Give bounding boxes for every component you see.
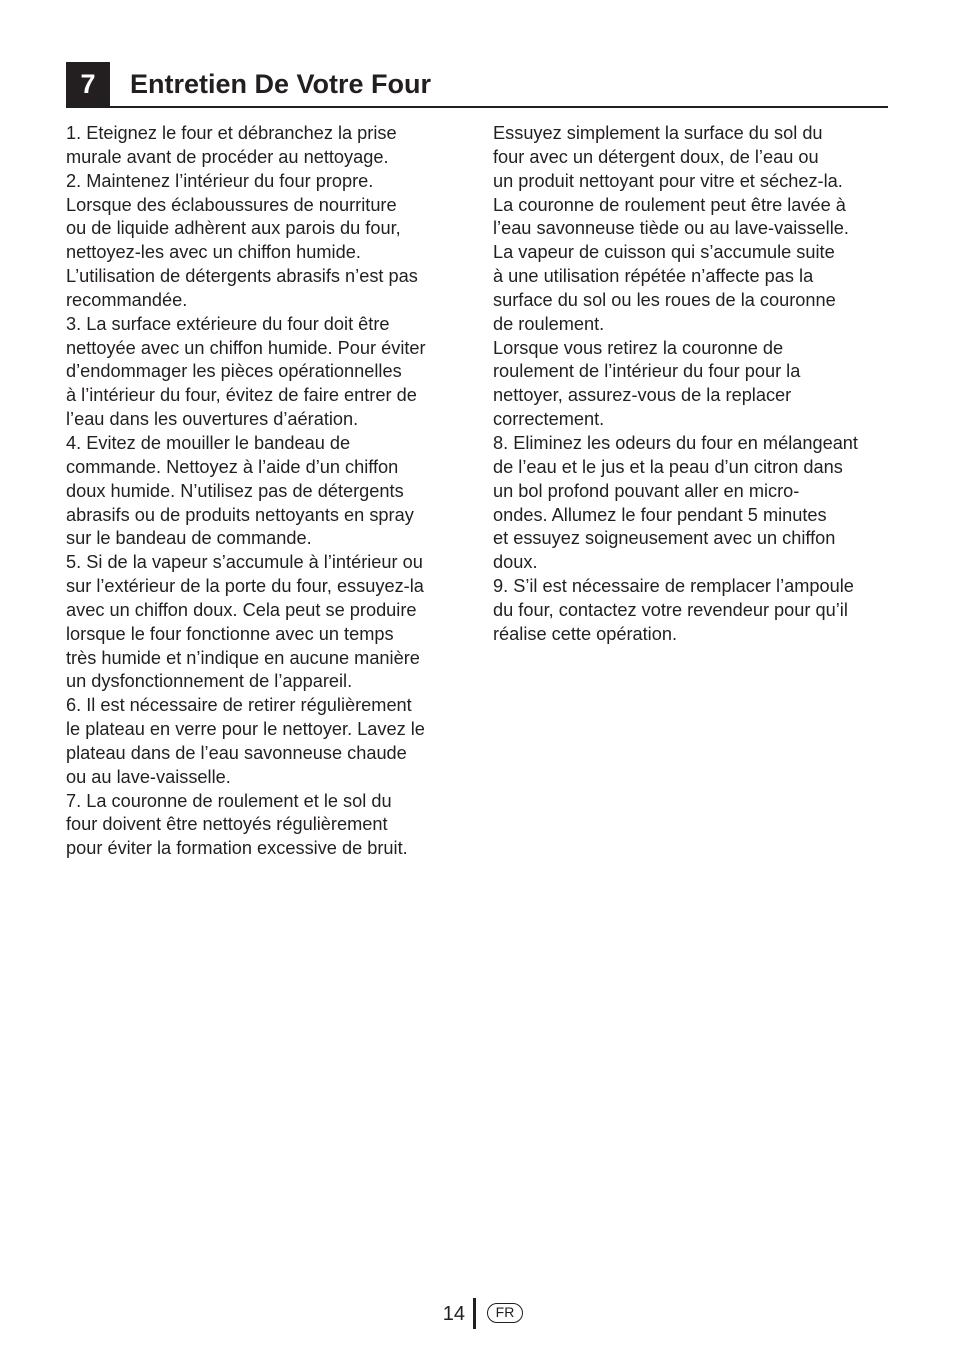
text-line: l’eau dans les ouvertures d’aération. [66, 409, 359, 430]
text-line: Lorsque vous retirez la couronne de [493, 337, 784, 358]
text-line: recommandée. [66, 289, 188, 310]
text-line: réalise cette opération. [493, 623, 678, 644]
text-line: à l’intérieur du four, évitez de faire entrer de [66, 385, 417, 406]
text-line: 4. Evitez de mouiller le bandeau de [66, 432, 351, 453]
text-line: 7. La couronne de roulement et le sol du [66, 790, 392, 811]
section-header [66, 62, 888, 108]
text-line: nettoyée avec un chiffon humide. Pour éviter [66, 337, 426, 358]
text-line: murale avant de procéder au nettoyage. [66, 146, 389, 167]
text-line: ou au lave-vaisselle. [66, 766, 231, 787]
text-line: pour éviter la formation excessive de bruit. [66, 838, 408, 859]
text-line: La couronne de roulement peut être lavée à [493, 194, 846, 215]
right-column [493, 122, 893, 647]
page-number: 14 [442, 1303, 465, 1325]
text-line: du four, contactez votre revendeur pour qu’il [493, 599, 848, 620]
text-line: 2. Maintenez l’intérieur du four propre. [66, 170, 374, 191]
text-line: 6. Il est nécessaire de retirer régulièrement [66, 695, 412, 716]
text-line: nettoyez-les avec un chiffon humide. [66, 242, 361, 263]
text-line: roulement de l’intérieur du four pour la [493, 361, 801, 382]
text-line: et essuyez soigneusement avec un chiffon [493, 528, 836, 549]
text-line: ondes. Allumez le four pendant 5 minutes [493, 504, 827, 525]
footer-divider [473, 1298, 476, 1329]
text-line: à une utilisation répétée n’affecte pas la [493, 266, 814, 287]
text-line: d’endommager les pièces opérationnelles [66, 361, 402, 382]
text-line: four doivent être nettoyés régulièrement [66, 814, 388, 835]
text-line: de l’eau et le jus et la peau d’un citron dans [493, 456, 843, 477]
text-line: 9. S’il est nécessaire de remplacer l’ampoule [493, 576, 854, 597]
text-line: doux humide. N’utilisez pas de détergents [66, 480, 404, 501]
text-line: four avec un détergent doux, de l’eau ou [493, 146, 819, 167]
section-title: Entretien De Votre Four [130, 69, 432, 99]
text-line: 5. Si de la vapeur s’accumule à l’intérieur ou [66, 552, 423, 573]
text-line: un produit nettoyant pour vitre et séchez-la. [493, 170, 843, 191]
text-line: Lorsque des éclaboussures de nourriture [66, 194, 397, 215]
page-footer [0, 1298, 954, 1330]
text-line: très humide et n’indique en aucune manière [66, 647, 420, 668]
language-badge: FR [487, 1303, 523, 1323]
text-line: 1. Eteignez le four et débranchez la prise [66, 123, 397, 143]
text-line: abrasifs ou de produits nettoyants en spray [66, 504, 414, 525]
text-line: surface du sol ou les roues de la couronne [493, 289, 836, 310]
text-line: sur le bandeau de commande. [66, 528, 312, 549]
text-line: nettoyer, assurez-vous de la replacer [493, 385, 792, 406]
text-line: 3. La surface extérieure du four doit être [66, 313, 390, 334]
text-line: lorsque le four fonctionne avec un temps [66, 623, 394, 644]
text-line: La vapeur de cuisson qui s’accumule suite [493, 242, 835, 263]
text-line: de roulement. [493, 313, 605, 334]
text-line: avec un chiffon doux. Cela peut se produire [66, 599, 417, 620]
text-line: L’utilisation de détergents abrasifs n’est pas [66, 266, 418, 287]
text-line: un bol profond pouvant aller en micro- [493, 480, 800, 501]
text-line: 8. Eliminez les odeurs du four en mélangeant [493, 432, 858, 453]
text-line: l’eau savonneuse tiède ou au lave-vaisselle. [493, 218, 849, 239]
text-line: sur l’extérieur de la porte du four, essuyez-la [66, 576, 424, 597]
text-line: commande. Nettoyez à l’aide d’un chiffon [66, 456, 399, 477]
section-number-badge: 7 [66, 62, 110, 106]
text-line: Essuyez simplement la surface du sol du [493, 123, 823, 143]
text-line: ou de liquide adhèrent aux parois du four, [66, 218, 401, 239]
text-line: plateau dans de l’eau savonneuse chaude [66, 742, 407, 763]
text-line: doux. [493, 552, 538, 573]
text-line: correctement. [493, 409, 605, 430]
left-column [66, 122, 466, 861]
text-line: le plateau en verre pour le nettoyer. Lavez le [66, 719, 425, 740]
text-line: un dysfonctionnement de l’appareil. [66, 671, 353, 692]
